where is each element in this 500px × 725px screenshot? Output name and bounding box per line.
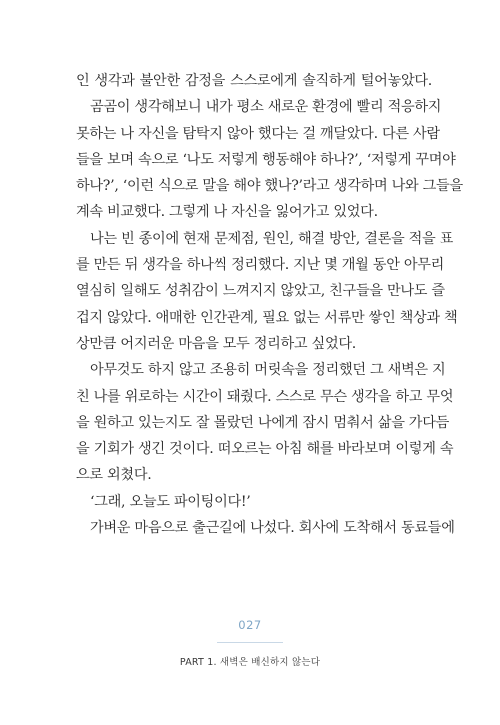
text-line: 곰곰이 생각해보니 내가 평소 새로운 환경에 빨리 적응하지 (90, 99, 442, 116)
running-title: PART 1. 새벽은 배신하지 않는다 (179, 657, 321, 668)
text-line: 인 생각과 불안한 감정을 스스로에게 솔직하게 털어놓았다. (76, 73, 432, 89)
body-text (76, 68, 463, 541)
footer-divider (217, 642, 283, 643)
text-line: 을 기회가 생긴 것이다. 떠오르는 아침 해를 바라보며 이렇게 속 (76, 441, 454, 458)
text-line: 계속 비교했다. 그렇게 나 자신을 잃어가고 있었다. (76, 204, 378, 221)
text-line: 못하는 나 자신을 탐탁지 않아 했다는 걸 깨달았다. 다른 사람 (76, 125, 440, 142)
text-line: 을 원하고 있는지도 잘 몰랐던 나에게 잠시 멈춰서 삶을 가다듬 (76, 414, 450, 431)
text-line: 아무것도 하지 않고 조용히 머릿속을 정리했던 그 새벽은 지 (90, 362, 446, 379)
page-number: 027 (238, 618, 262, 632)
text-line: 를 만든 뒤 생각을 하나씩 정리했다. 지난 몇 개월 동안 아무리 (76, 257, 445, 274)
text-line: 친 나를 위로하는 시간이 돼줬다. 스스로 무슨 생각을 하고 무엇 (76, 388, 454, 405)
text-line: 상만큼 어지러운 마음을 모두 정리하고 싶었다. (76, 335, 356, 352)
text-line: ‘그래, 오늘도 파이팅이다!’ (90, 493, 251, 510)
text-line: 열심히 일해도 성취감이 느껴지지 않았고, 친구들을 만나도 즐 (76, 283, 445, 300)
text-line: 가벼운 마음으로 출근길에 나섰다. 회사에 도착해서 동료들에 (90, 520, 455, 537)
text-line: 으로 외쳤다. (76, 467, 152, 484)
text-line: 나는 빈 종이에 현재 문제점, 원인, 해결 방안, 결론을 적을 표 (90, 230, 454, 247)
text-line: 하나?’, ‘이런 식으로 말을 해야 했나?’라고 생각하며 나와 그들을 (76, 178, 463, 195)
text-line: 들을 보며 속으로 ‘나도 저렇게 행동해야 하나?’, ‘저렇게 꾸며야 (76, 151, 456, 168)
text-line: 겁지 않았다. 애매한 인간관계, 필요 없는 서류만 쌓인 책상과 책 (76, 309, 458, 326)
